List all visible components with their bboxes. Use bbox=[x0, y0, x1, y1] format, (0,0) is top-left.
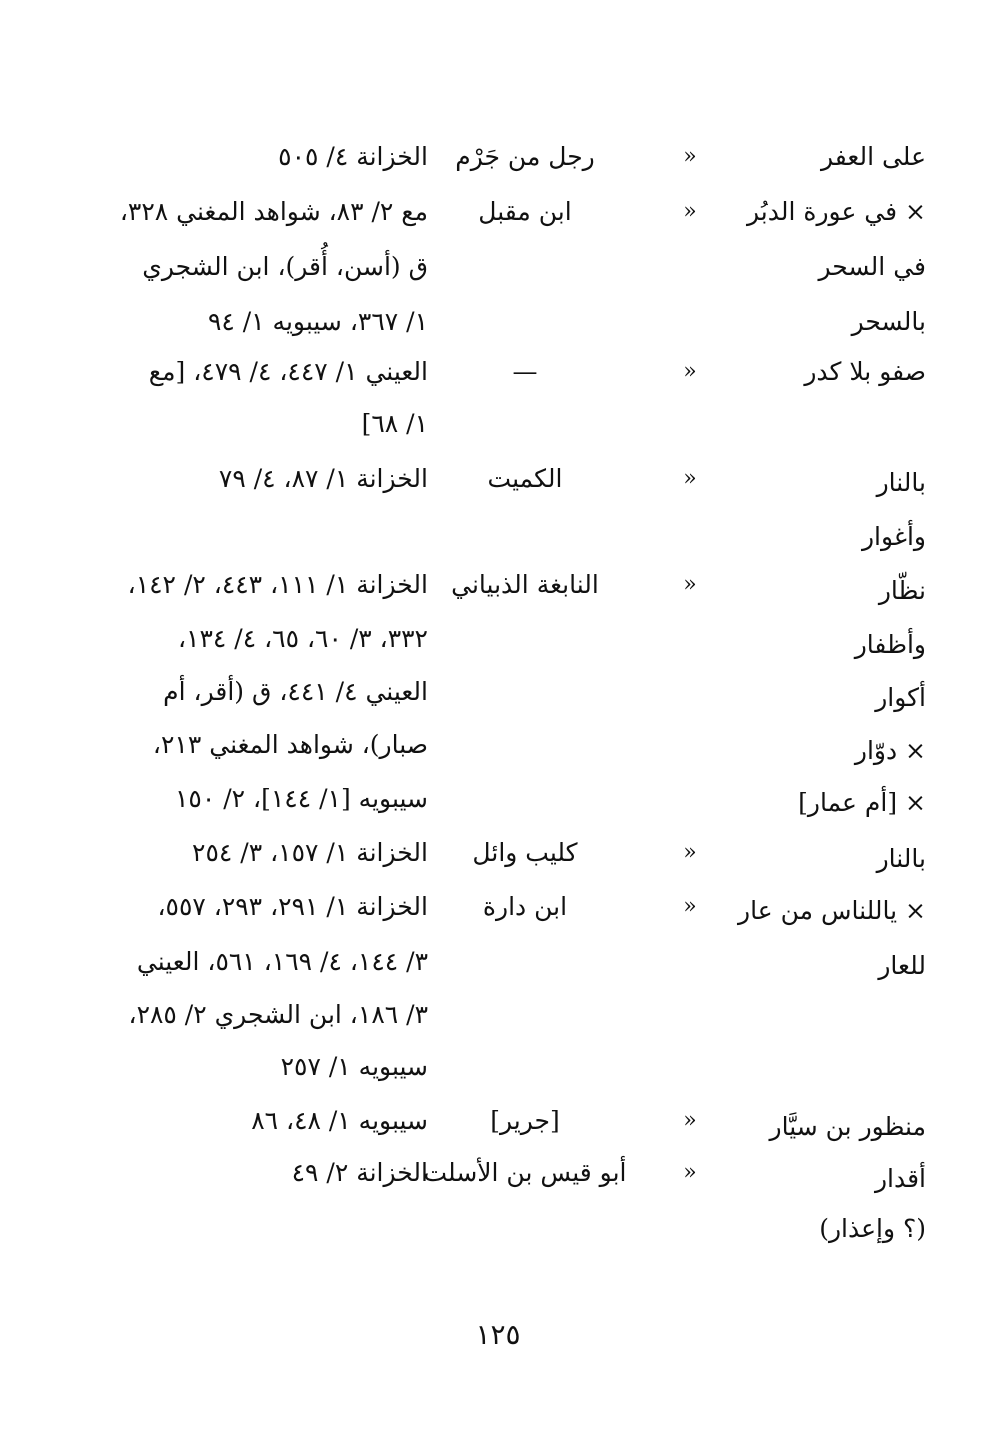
poet-name: النابغة الذبياني bbox=[451, 570, 599, 599]
ditto-mark: « bbox=[683, 840, 697, 865]
index-row bbox=[0, 988, 996, 1042]
index-row bbox=[0, 665, 996, 719]
ditto-mark bbox=[675, 397, 705, 451]
poet-name bbox=[420, 240, 630, 294]
rhyme-word bbox=[726, 1040, 926, 1094]
rhyme-word: (؟ وإعذار) bbox=[819, 1214, 926, 1243]
ditto-mark bbox=[675, 295, 705, 349]
ditto-mark: « bbox=[683, 894, 697, 919]
source-reference: مع ٢/ ٨٣، شواهد المغني ٣٢٨، bbox=[119, 197, 428, 226]
poet-name: أبو قيس بن الأسلت bbox=[423, 1158, 627, 1187]
page-number: ١٢٥ bbox=[475, 1318, 521, 1351]
rhyme-word: للعار bbox=[878, 951, 926, 980]
poet-name bbox=[420, 612, 630, 666]
rhyme-word: أكوار bbox=[875, 683, 926, 712]
poet-name: الكميت bbox=[487, 464, 563, 493]
ditto-mark bbox=[675, 988, 705, 1042]
index-row bbox=[0, 558, 996, 612]
source-reference: سيبويه ١/ ٤٨، ٨٦ bbox=[251, 1106, 428, 1135]
rhyme-word: × دوّار bbox=[854, 736, 926, 765]
source-reference bbox=[80, 510, 428, 564]
rhyme-word: على العفر bbox=[820, 142, 926, 171]
ditto-mark: « bbox=[683, 1108, 697, 1133]
rhyme-word: وأغوار bbox=[861, 522, 926, 551]
ditto-mark bbox=[675, 718, 705, 772]
poet-name bbox=[420, 718, 630, 772]
index-row bbox=[0, 1146, 996, 1200]
poet-name bbox=[420, 510, 630, 564]
rhyme-word: × ياللناس من عار bbox=[738, 896, 926, 925]
rhyme-word: منظور بن سيَّار bbox=[769, 1112, 926, 1141]
index-row bbox=[0, 612, 996, 666]
source-reference: الخزانة ٢/ ٤٩ bbox=[291, 1158, 428, 1187]
poet-name: — bbox=[512, 357, 538, 386]
ditto-mark bbox=[675, 612, 705, 666]
ditto-mark bbox=[675, 665, 705, 719]
index-row bbox=[0, 185, 996, 239]
source-reference: صبار)، شواهد المغني ٢١٣، bbox=[152, 730, 428, 759]
ditto-mark bbox=[675, 1040, 705, 1094]
index-row bbox=[0, 397, 996, 451]
poet-name bbox=[420, 397, 630, 451]
source-reference: ٣/ ١٨٦، ابن الشجري ٢/ ٢٨٥، bbox=[128, 1000, 428, 1029]
ditto-mark bbox=[675, 510, 705, 564]
source-reference: ١/ ٦٨] bbox=[361, 409, 428, 438]
ditto-mark: « bbox=[683, 199, 697, 224]
rhyme-word: نظّار bbox=[878, 576, 926, 605]
rhyme-word: بالسحر bbox=[851, 307, 926, 336]
rhyme-word: أقدار bbox=[874, 1164, 926, 1193]
poet-name: رجل من جَرْم bbox=[455, 142, 595, 171]
rhyme-word: × [أم عمار] bbox=[798, 788, 926, 817]
index-row bbox=[0, 240, 996, 294]
index-row bbox=[0, 345, 996, 399]
rhyme-word: في السحر bbox=[818, 252, 926, 281]
source-reference: الخزانة ١/ ١١١، ٤٤٣، ٢/ ١٤٢، bbox=[127, 570, 428, 599]
poet-name bbox=[420, 665, 630, 719]
poet-name bbox=[420, 772, 630, 826]
index-row bbox=[0, 935, 996, 989]
ditto-mark: « bbox=[683, 144, 697, 169]
poet-name bbox=[420, 1202, 630, 1256]
source-reference: الخزانة ١/ ٢٩١، ٢٩٣، ٥٥٧، bbox=[157, 892, 428, 921]
ditto-mark bbox=[675, 772, 705, 826]
index-row bbox=[0, 826, 996, 880]
index-row bbox=[0, 1202, 996, 1256]
poet-name bbox=[420, 1040, 630, 1094]
poet-name bbox=[420, 935, 630, 989]
source-reference: الخزانة ٤/ ٥٠٥ bbox=[278, 142, 428, 171]
source-reference: ٣٣٢، ٣/ ٦٠، ٦٥، ٤/ ١٣٤، bbox=[177, 624, 428, 653]
rhyme-word: صفو بلا كدر bbox=[804, 357, 926, 386]
rhyme-word: × في عورة الدبُر bbox=[746, 197, 926, 226]
poet-name: ابن دارة bbox=[482, 892, 568, 921]
ditto-mark: « bbox=[683, 359, 697, 384]
source-reference bbox=[80, 1202, 428, 1256]
index-row bbox=[0, 880, 996, 934]
poet-name: [جرير] bbox=[490, 1106, 560, 1135]
source-reference: ١/ ٣٦٧، سيبويه ١/ ٩٤ bbox=[207, 307, 428, 336]
rhyme-word bbox=[726, 397, 926, 451]
poet-name bbox=[420, 295, 630, 349]
source-reference: ٣/ ١٤٤، ٤/ ١٦٩، ٥٦١، العيني bbox=[136, 947, 428, 976]
source-reference: سيبويه ١/ ٢٥٧ bbox=[280, 1052, 428, 1081]
index-row bbox=[0, 510, 996, 564]
poet-name: كليب وائل bbox=[472, 838, 578, 867]
index-row bbox=[0, 452, 996, 506]
poet-name bbox=[420, 988, 630, 1042]
ditto-mark bbox=[675, 240, 705, 294]
source-reference: الخزانة ١/ ١٥٧، ٣/ ٢٥٤ bbox=[192, 838, 428, 867]
source-reference: العيني ١/ ٤٤٧، ٤/ ٤٧٩، [مع bbox=[148, 357, 428, 386]
index-row bbox=[0, 1094, 996, 1148]
source-reference: سيبويه [١/ ١٤٤]، ٢/ ١٥٠ bbox=[174, 784, 428, 813]
index-row bbox=[0, 295, 996, 349]
ditto-mark: « bbox=[683, 1160, 697, 1185]
poet-name: ابن مقبل bbox=[478, 197, 572, 226]
index-row bbox=[0, 1040, 996, 1094]
source-reference: ق (أسن، أُقر)، ابن الشجري bbox=[142, 252, 428, 281]
rhyme-word: وأظفار bbox=[854, 630, 926, 659]
rhyme-word bbox=[726, 988, 926, 1042]
ditto-mark: « bbox=[683, 466, 697, 491]
ditto-mark bbox=[675, 1202, 705, 1256]
ditto-mark: « bbox=[683, 572, 697, 597]
index-row bbox=[0, 772, 996, 826]
source-reference: العيني ٤/ ٤٤١، ق (أقر، أم bbox=[163, 677, 428, 706]
rhyme-word: بالنار bbox=[876, 468, 926, 497]
rhyme-word: بالنار bbox=[876, 844, 926, 873]
ditto-mark bbox=[675, 935, 705, 989]
index-row bbox=[0, 130, 996, 184]
source-reference: الخزانة ١/ ٨٧، ٤/ ٧٩ bbox=[218, 464, 428, 493]
index-row bbox=[0, 718, 996, 772]
